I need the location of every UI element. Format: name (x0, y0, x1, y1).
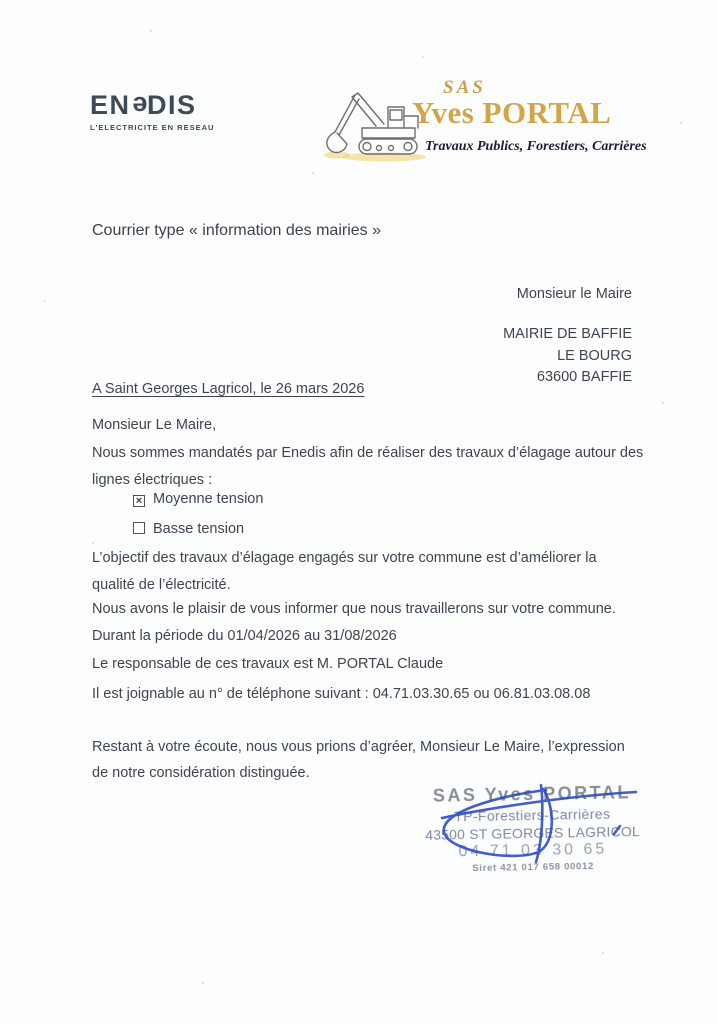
company-stamp (424, 782, 641, 875)
paper-speckles (0, 0, 2, 2)
recipient-line: 63600 BAFFIE (536, 369, 632, 385)
enedis-tagline: L'ELECTRICITE EN RESEAU (90, 123, 215, 132)
stamp-activity: TP-Forestiers-Carrières (454, 805, 611, 825)
recipient-line: LE BOURG (557, 347, 632, 364)
checkbox-empty-icon (133, 522, 145, 534)
checkbox-checked-icon: × (133, 495, 145, 507)
place-date-line: A Saint Georges Lagricol, le 26 mars 2026 (92, 381, 365, 397)
recipient-salutation: Monsieur le Maire (516, 286, 632, 302)
paragraph-objective: L’objectif des travaux d’élagage engagés sur votre commune est d’améliorer la qualité de l’électricité. (92, 550, 597, 593)
checkbox-row-basse-tension (133, 516, 244, 543)
checkbox-label: Moyenne tension (153, 491, 264, 507)
portal-sas-label: SAS (443, 77, 486, 98)
stamp-address: 43500 ST GEORGES LAGRICOL (425, 823, 641, 843)
greeting: Monsieur Le Maire, (92, 417, 217, 433)
stamp-phone: 04 71 03 30 65 (458, 840, 608, 861)
closing-paragraph: Restant à votre écoute, nous vous prions d’agréer, Monsieur Le Maire, l’expression de notre considération distinguée. (92, 739, 625, 781)
paragraph-mandate: Nous sommes mandatés par Enedis afin de réaliser des travaux d’élagage autour des lignes électriques : (92, 445, 644, 488)
paragraph-responsible: Le responsable de ces travaux est M. PORTAL Claude (92, 656, 444, 672)
enedis-logo (90, 92, 215, 132)
portal-logo-name: Yves PORTAL (412, 95, 612, 130)
recipient-line: MAIRIE DE BAFFIE (503, 326, 632, 342)
stamp-company-name: SAS Yves PORTAL (432, 782, 632, 806)
recipient-block (503, 286, 632, 389)
portal-tagline: Travaux Publics, Forestiers, Carrières (425, 139, 647, 154)
enedis-wordmark: ENeDIS (90, 90, 197, 121)
paragraph-inform: Nous avons le plaisir de vous informer que nous travaillerons sur votre commune. (92, 601, 616, 617)
paragraph-phone: Il est joignable au n° de téléphone suivant : 04.71.03.30.65 ou 06.81.03.08.08 (92, 686, 591, 702)
checkbox-label: Basse tension (153, 521, 245, 537)
letter-title: Courrier type « information des mairies » (92, 222, 382, 239)
paragraph-period: Durant la période du 01/04/2026 au 31/08/2026 (92, 628, 397, 644)
checkbox-row-moyenne-tension (133, 486, 263, 513)
stamp-siret: Siret 421 017 658 00012 (472, 860, 595, 875)
